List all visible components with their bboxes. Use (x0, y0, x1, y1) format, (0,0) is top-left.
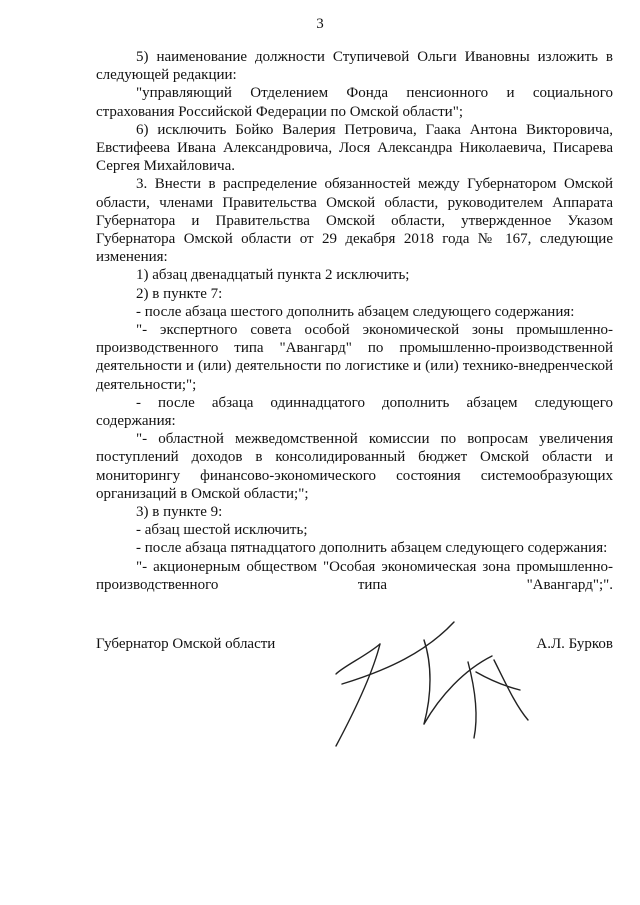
paragraph: "управляющий Отделением Фонда пенсионного и социального страхования Российской Федерации по Омской области"; (96, 85, 613, 120)
paragraph: - абзац шестой исключить; (136, 522, 308, 539)
paragraph: 5) наименование должности Ступичевой Ольги Ивановны изложить в следующей редакции: (96, 49, 613, 84)
paragraph: - после абзаца шестого дополнить абзацем следующего содержания: (136, 303, 575, 320)
paragraph: 6) исключить Бойко Валерия Петровича, Гаака Антона Викторовича, Евстифеева Ивана Александровича, Лося Александра Николаевича, Писарева Сергея Михайловича. (96, 121, 613, 175)
paragraph: "- экспертного совета особой экономической зоны промышленно-производственного типа "Авангард" по промышленно-производственной деятельности и (или) деятельности по логистике и (или) технико-внедренческой деятельности;"; (96, 322, 613, 393)
handwritten-signature (328, 610, 558, 750)
paragraph: 1) абзац двенадцатый пункта 2 исключить; (136, 267, 410, 284)
paragraph: "- областной межведомственной комиссии по вопросам увеличения поступлений доходов в консолидированный бюджет Омской области и мониторингу финансово-экономического состояния системообразующих организаций в Омской области;"; (96, 431, 613, 502)
paragraph: - после абзаца пятнадцатого дополнить абзацем следующего содержания: (136, 540, 608, 557)
paragraph: 3. Внести в распределение обязанностей между Губернатором Омской области, членами Правительства Омской области, руководителем Аппарата Губернатора и Правительства Омской области, утвержденное Указом Губернатора Омской области от 29 декабря 2018 года № 167, следующие изменения: (96, 176, 613, 266)
signatory-position: Губернатор Омской области (96, 636, 276, 652)
signature-block (96, 636, 613, 746)
document-body (96, 48, 613, 594)
paragraph: "- акционерным обществом "Особая экономическая зона промышленно-производственного типа "Авангард";". (96, 558, 613, 593)
page-number: 3 (316, 16, 324, 32)
paragraph: 2) в пункте 7: (136, 285, 223, 302)
paragraph: 3) в пункте 9: (136, 504, 223, 521)
signatory-name: А.Л. Бурков (536, 636, 613, 652)
paragraph: - после абзаца одиннадцатого дополнить абзацем следующего содержания: (96, 394, 613, 430)
